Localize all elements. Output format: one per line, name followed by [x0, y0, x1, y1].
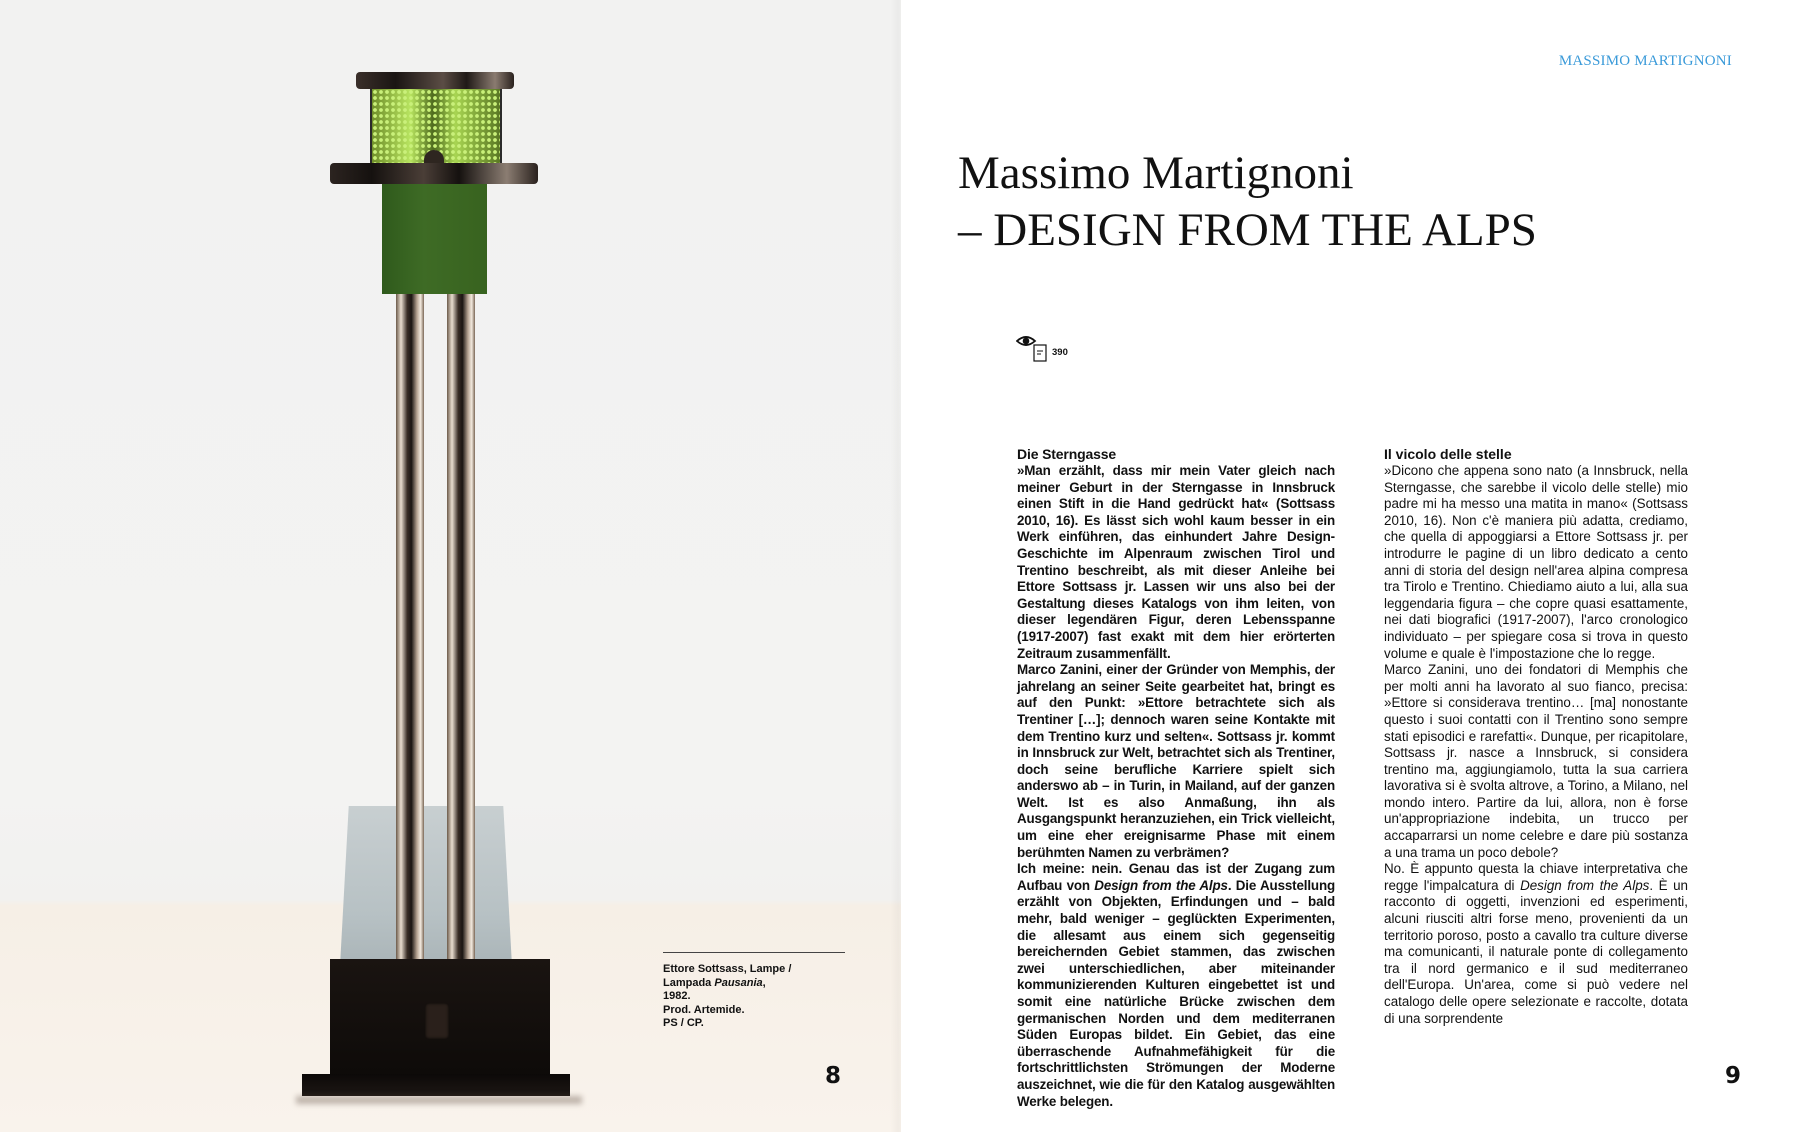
german-paragraph [1017, 861, 1335, 1110]
exhibition-title: Design from the Alps [1094, 877, 1228, 893]
lamp-rod-left [396, 294, 424, 1016]
caption-line: 1982. [663, 990, 691, 1002]
paragraph-text: Ich meine: nein. Genau das ist der Zugang zum Aufbau von [1017, 861, 1335, 893]
german-paragraph: »Man erzählt, dass mir mein Vater gleich nach meiner Geburt in der Sterngasse in Innsbruck einen Stift in die Hand gedrückt hat« (Sottsass 2010, 16). Es lässt sich wohl kaum besser in ein Werk einführen, das einhundert Jahre Design-Geschichte im Alpenraum zwischen Tirol und Trentino beschreibt, als mit dieser Anleihe bei Ettore Sottsass jr. Lassen wir uns also bei der Gestaltung dieses Katalogs von ihm leiten, von dieser legendären Figur, deren Lebensspanne (1917-2007) fast exakt mit dem hier erörterten Zeitraum zusammenfällt. [1017, 463, 1335, 661]
paragraph-text: No. È appunto questa la chiave interpretativa che regge l'impalcatura di [1384, 861, 1688, 893]
lamp-green-block [382, 184, 487, 294]
lamp-rod-right [447, 294, 475, 1016]
caption-text: , [762, 976, 766, 989]
paragraph-text: . È un racconto di oggetti, invenzioni ed esperimenti, alcuni riusciti altri forse meno, provenienti da un territorio poroso, posto a cavallo tra culture diverse ma comunicanti, il naturale ponte di collegamento tra il nord germanico e il sud mediterraneo dell'Europa. Un'area, come si può vedere nel catalogo delle opere selezionate e raccolte, dotata di una sorprendente [1384, 877, 1688, 1026]
lamp-shade-knob [424, 150, 444, 164]
document-icon [1016, 334, 1052, 364]
italian-paragraph: »Dicono che appena sono nato (a Innsbruck, nella Sterngasse, che sarebbe il vicolo delle stelle) mio padre mi ha messo una matita in mano« (Sottsass 2010, 16). Non c'è maniera più adatta, crediamo, che quella di appoggiarsi a Ettore Sottsass jr. per introdurre le pagine di un libro dedicato a cento anni di storia del design nell'area alpina compresa tra Tirolo e Trentino. Chiediamo aiuto a lui, alla sua leggendaria figura – che copre quasi esattamente, nei dati biografici (1917-2007), l'arco cronologico individuato – per spiegare cosa si trova in questo volume e quale è l'impostazione che lo regge. [1384, 463, 1688, 661]
caption-line: Prod. Artemide. [663, 1003, 745, 1016]
italian-heading: Il vicolo delle stelle [1384, 446, 1512, 462]
running-head: MASSIMO MARTIGNONI [1558, 53, 1732, 69]
page-number-right: 9 [1725, 1063, 1742, 1089]
lamp-base-foot [302, 1074, 570, 1096]
caption-line: PS / CP. [663, 1017, 704, 1029]
german-heading: Die Sterngasse [1017, 446, 1117, 462]
reference-number: 390 [1052, 347, 1068, 358]
italian-column [1384, 446, 1688, 1027]
page-number-left: 8 [825, 1063, 842, 1089]
italian-paragraph: Marco Zanini, uno dei fondatori di Memphis che per molti anni ha lavorato al suo fianco, precisa: »Ettore si considerava trentino… [ma] nonostante questo i suoi contatti con il Trentino sono sempre stati episodici e rarefatti«. Dunque, per ricapitolare, Sottsass jr. nasce a Innsbruck, si considera trentino ma, aggiungiamolo, tutta la sua carriera lavorativa si è svolta altrove, a Torino, a Milano, nel mondo intero. Partire da lui, allora, non è forse un'appropriazione indebita, un trucco per accaparrarsi un nome celebre e dare più sostanza a una trama un poco debole? [1384, 662, 1688, 860]
caption-text: Lampada [663, 976, 715, 989]
german-paragraph: Marco Zanini, einer der Gründer von Memphis, der jahrelang an seiner Seite gearbeitet hat, bringt es auf den Punkt: »Ettore betrachtete sich als Trentiner […]; dennoch waren seine Kontakte mit dem Trentino kurz und selten«. Sottsass jr. kommt in Innsbruck zur Welt, betrachtet sich als Trentiner, doch seine berufliche Karriere spielt sich anderswo ab – in Turin, in Mailand, auf der ganzen Welt. Ist es also Anmaßung, ihn als Ausgangspunkt heranzuziehen, ein Trick vielleicht, um eine eher ereignisarme Phase mit einem berühmten Namen zu verbrämen? [1017, 662, 1335, 860]
title-author: Massimo Martignoni [958, 147, 1354, 199]
article-title [958, 145, 1537, 259]
paragraph-text: . Die Ausstellung erzählt von Objekten, Erfindungen und – bald mehr, bald weniger – geglückten Experimenten, die allesamt aus einem sich gegenseitig bereichernden Gebiet stammen, das zwischen zwei unterschiedlichen, aber miteinander kommunizierenden Kulturen eingebettet ist und somit eine natürliche Brücke zwischen dem germanischen Norden und dem mediterranen Süden Europas bildet. Ein Gebiet, das eine überraschende Aufnahmefähigkeit für die fortschrittlichsten Strömungen der Moderne auszeichnet, wie die für den Katalog ausgewählten Werke belegen. [1017, 877, 1336, 1109]
caption-work-title: Pausania [714, 976, 763, 989]
caption-line: Ettore Sottsass, Lampe / [663, 963, 792, 975]
german-column [1017, 446, 1335, 1110]
photo-caption [663, 952, 845, 1031]
catalog-reference [1016, 334, 1096, 364]
lamp-switch [425, 1003, 449, 1039]
title-subtitle: – DESIGN FROM THE ALPS [958, 204, 1537, 256]
lamp-shade-top-ring [356, 72, 514, 89]
caption-line [663, 977, 845, 991]
lamp-shadow [296, 1096, 582, 1104]
lamp-shade-bottom-ring [330, 163, 538, 184]
italian-paragraph [1384, 861, 1688, 1027]
exhibition-title: Design from the Alps [1520, 877, 1650, 893]
